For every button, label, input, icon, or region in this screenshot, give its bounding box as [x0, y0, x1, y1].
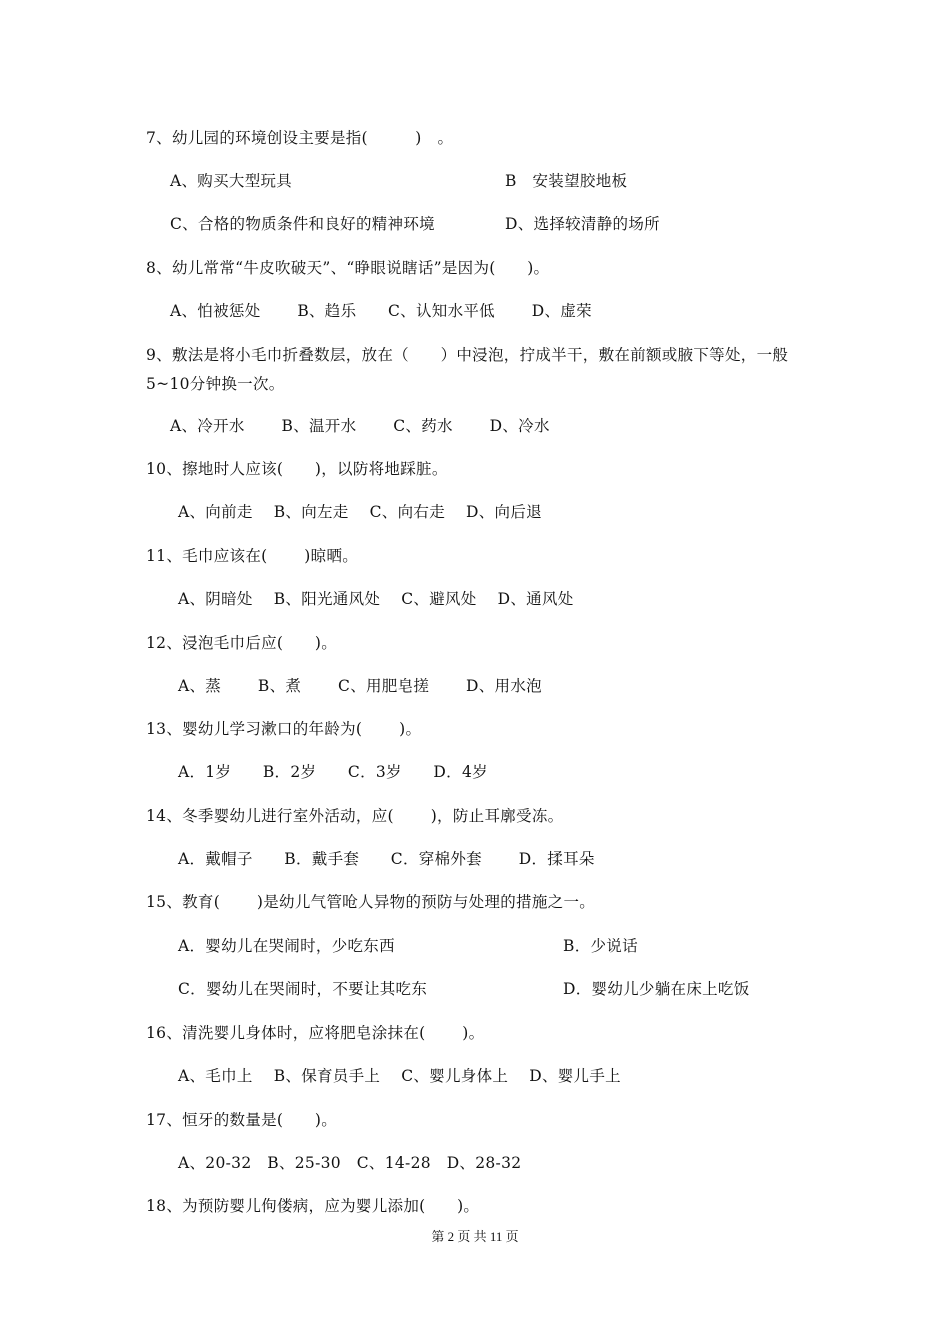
question-14-options: A．戴帽子 B．戴手套 C．穿棉外套 D．揉耳朵 — [178, 850, 595, 868]
question-9-options: A、冷开水 B、温开水 C、药水 D、冷水 — [170, 417, 550, 435]
question-9-stem-line1: 9、敷法是将小毛巾折叠数层，放在（ ）中浸泡，拧成半干，敷在前额或腋下等处，一般 — [146, 346, 789, 364]
question-10-options: A、向前走 B、向左走 C、向右走 D、向后退 — [178, 503, 542, 521]
question-13-options: A．1岁 B．2岁 C．3岁 D．4岁 — [178, 763, 488, 781]
question-7-option-d: D、选择较清静的场所 — [505, 215, 660, 233]
question-10-stem: 10、擦地时人应该( )，以防将地踩脏。 — [146, 460, 448, 478]
question-15-stem: 15、教育( )是幼儿气管呛人异物的预防与处理的措施之一。 — [146, 893, 596, 911]
question-13-stem: 13、婴幼儿学习漱口的年龄为( )。 — [146, 720, 422, 738]
question-16-options: A、毛巾上 B、保育员手上 C、婴儿身体上 D、婴儿手上 — [178, 1067, 621, 1085]
question-7-option-c: C、合格的物质条件和良好的精神环境 — [170, 215, 435, 233]
question-7-stem: 7、幼儿园的环境创设主要是指( ) 。 — [146, 129, 454, 147]
question-17-stem: 17、恒牙的数量是( )。 — [146, 1111, 338, 1129]
question-15-option-b: B．少说话 — [563, 937, 638, 955]
question-15-option-c: C．婴幼儿在哭闹时，不要让其吃东 — [178, 980, 428, 998]
question-7-option-a: A、购买大型玩具 — [170, 172, 293, 190]
page-footer: 第 2 页 共 11 页 — [431, 1229, 519, 1244]
question-18-stem: 18、为预防婴儿佝偻病，应为婴儿添加( )。 — [146, 1197, 480, 1215]
question-12-stem: 12、浸泡毛巾后应( )。 — [146, 634, 338, 652]
question-11-stem: 11、毛巾应该在( )晾晒。 — [146, 547, 359, 565]
question-12-options: A、蒸 B、煮 C、用肥皂搓 D、用水泡 — [178, 677, 542, 695]
question-11-options: A、阴暗处 B、阳光通风处 C、避风处 D、通风处 — [178, 590, 574, 608]
question-8-options: A、怕被惩处 B、趋乐 C、认知水平低 D、虚荣 — [170, 302, 592, 320]
question-15-option-d: D．婴幼儿少躺在床上吃饭 — [563, 980, 750, 998]
question-7-option-b: B 安装望胶地板 — [505, 172, 628, 190]
question-14-stem: 14、冬季婴幼儿进行室外活动，应( )，防止耳廓受冻。 — [146, 807, 564, 825]
question-17-options: A、20-32 B、25-30 C、14-28 D、28-32 — [178, 1154, 522, 1172]
question-8-stem: 8、幼儿常常“牛皮吹破天”、“睁眼说瞎话”是因为( )。 — [146, 259, 550, 277]
question-9-stem-line2: 5~10分钟换一次。 — [146, 375, 285, 393]
question-15-option-a: A．婴幼儿在哭闹时，少吃东西 — [178, 937, 395, 955]
question-16-stem: 16、清洗婴儿身体时，应将肥皂涂抹在( )。 — [146, 1024, 485, 1042]
